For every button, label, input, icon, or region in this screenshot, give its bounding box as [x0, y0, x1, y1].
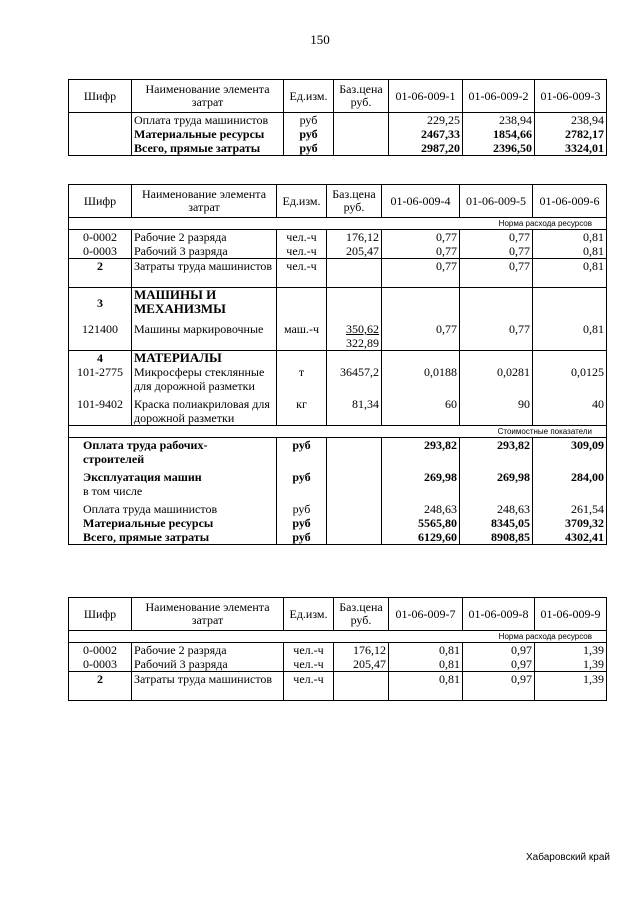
table-row: [69, 516, 607, 530]
table-row: [69, 230, 607, 245]
row-name: Оплата труда рабочих-строителей: [69, 438, 277, 467]
row-unit: руб: [277, 438, 327, 467]
row-code: 101-2775: [69, 365, 132, 393]
cell-value: 0,77: [382, 244, 460, 259]
row-name: Всего, прямые затраты: [132, 141, 284, 156]
section-band: [69, 426, 607, 438]
row-name: Эксплуатация машин: [69, 466, 277, 484]
cell-value: 90: [460, 393, 533, 426]
row-unit: чел.-ч: [277, 259, 327, 288]
row-price: 81,34: [327, 393, 382, 426]
cell-value: 3709,32: [533, 516, 607, 530]
cell-value: 0,0281: [460, 365, 533, 393]
row-name: Рабочий 3 разряда: [132, 244, 277, 259]
row-code: 2: [69, 259, 132, 288]
table-row: [69, 466, 607, 484]
cost-table-2: [68, 184, 607, 545]
cell-value: 60: [382, 393, 460, 426]
cell-value: 1,39: [535, 657, 607, 672]
cell-value: 0,77: [460, 259, 533, 288]
cell-value: 0,0188: [382, 365, 460, 393]
row-unit: руб: [277, 516, 327, 530]
header-col: 01-06-009-8: [463, 598, 535, 631]
row-unit: руб: [284, 113, 334, 128]
row-name: Рабочий 3 разряда: [132, 657, 284, 672]
cell-value: 0,77: [382, 318, 460, 351]
header-price: Баз.цена руб.: [327, 185, 382, 218]
section-band: [69, 218, 607, 230]
row-name: Затраты труда машинистов: [132, 259, 277, 288]
cell-value: 0,77: [382, 230, 460, 245]
cell-value: 261,54: [533, 498, 607, 516]
table-row: [69, 351, 607, 366]
cell-value: 0,77: [460, 230, 533, 245]
row-code: 0-0002: [69, 643, 132, 658]
row-unit: чел.-ч: [284, 672, 334, 701]
cell-value: 2782,17: [535, 127, 607, 141]
row-name: Оплата труда машинистов: [132, 113, 284, 128]
header-unit: Ед.изм.: [284, 598, 334, 631]
cell-value: 1,39: [535, 672, 607, 701]
cell-value: 0,81: [533, 244, 607, 259]
cell-value: 4302,41: [533, 530, 607, 545]
cell-value: 8345,05: [460, 516, 533, 530]
header-col: 01-06-009-1: [389, 80, 463, 113]
cell-value: 284,00: [533, 466, 607, 484]
table-row: [69, 141, 607, 156]
table-row: [69, 484, 607, 498]
table-row: [69, 365, 607, 393]
cell-value: 0,81: [533, 318, 607, 351]
cell-value: 1,39: [535, 643, 607, 658]
row-name: МАШИНЫ И МЕХАНИЗМЫ: [132, 288, 277, 319]
header-unit: Ед.изм.: [284, 80, 334, 113]
cell-value: 0,77: [460, 318, 533, 351]
cell-value: 3324,01: [535, 141, 607, 156]
header-name: Наименование элемента затрат: [132, 598, 284, 631]
cell-value: 0,81: [389, 672, 463, 701]
cell-value: 0,81: [533, 230, 607, 245]
row-code: 0-0003: [69, 244, 132, 259]
cell-value: 248,63: [382, 498, 460, 516]
row-name: Материальные ресурсы: [132, 127, 284, 141]
row-name: Краска полиакриловая для дорожной разметки: [132, 393, 277, 426]
row-code: 2: [69, 672, 132, 701]
row-code: 121400: [69, 318, 132, 351]
header-col: 01-06-009-2: [463, 80, 535, 113]
row-unit: руб: [277, 530, 327, 545]
table-row: [69, 393, 607, 426]
table-row: [69, 530, 607, 545]
table-row: [69, 672, 607, 701]
row-name: Оплата труда машинистов: [69, 498, 277, 516]
cell-value: 309,09: [533, 438, 607, 467]
table-row: [69, 643, 607, 658]
header-col: 01-06-009-5: [460, 185, 533, 218]
cell-value: 238,94: [535, 113, 607, 128]
band-label: Стоимостные показатели: [460, 426, 607, 438]
table-row: [69, 127, 607, 141]
cost-table-1: [68, 79, 607, 156]
header-col: 01-06-009-9: [535, 598, 607, 631]
row-price: 36457,2: [327, 365, 382, 393]
row-code: 0-0002: [69, 230, 132, 245]
section-band: [69, 631, 607, 643]
cell-value: 269,98: [460, 466, 533, 484]
row-name: МАТЕРИАЛЫ: [132, 351, 277, 366]
table-header: [69, 598, 607, 631]
row-unit: чел.-ч: [284, 657, 334, 672]
row-price: 176,12: [334, 643, 389, 658]
cell-value: 0,97: [463, 657, 535, 672]
row-code: 4: [69, 351, 132, 366]
header-code: Шифр: [69, 598, 132, 631]
row-code: 3: [69, 288, 132, 319]
row-name: Микросферы стеклянные для дорожной разметки: [132, 365, 277, 393]
price-new: 322,89: [346, 336, 379, 350]
row-name: Рабочие 2 разряда: [132, 643, 284, 658]
header-name: Наименование элемента затрат: [132, 185, 277, 218]
band-label: Норма расхода ресурсов: [463, 631, 607, 643]
table-row: [69, 259, 607, 288]
row-name: Затраты труда машинистов: [132, 672, 284, 701]
table-header: [69, 80, 607, 113]
cell-value: 2396,50: [463, 141, 535, 156]
cell-value: 0,97: [463, 672, 535, 701]
row-unit: чел.-ч: [284, 643, 334, 658]
cell-value: 8908,85: [460, 530, 533, 545]
header-name: Наименование элемента затрат: [132, 80, 284, 113]
row-name: Рабочие 2 разряда: [132, 230, 277, 245]
footer-region: Хабаровский край: [525, 852, 610, 863]
table-row: [69, 244, 607, 259]
cell-value: 0,77: [382, 259, 460, 288]
cell-value: 248,63: [460, 498, 533, 516]
cell-value: 238,94: [463, 113, 535, 128]
header-code: Шифр: [69, 185, 132, 218]
cell-value: 6129,60: [382, 530, 460, 545]
table-row: [69, 113, 607, 128]
header-code: Шифр: [69, 80, 132, 113]
cell-value: 0,97: [463, 643, 535, 658]
row-code: 101-9402: [69, 393, 132, 426]
row-unit: руб: [277, 498, 327, 516]
row-unit: руб: [277, 466, 327, 484]
cell-value: 0,81: [533, 259, 607, 288]
header-price: Баз.цена руб.: [334, 80, 389, 113]
row-code: 0-0003: [69, 657, 132, 672]
cost-table-3: [68, 597, 607, 701]
price-old: 350,62: [346, 322, 379, 336]
header-unit: Ед.изм.: [277, 185, 327, 218]
page-number: 150: [310, 32, 330, 47]
cell-value: 0,81: [389, 643, 463, 658]
row-unit: кг: [277, 393, 327, 426]
row-price: 205,47: [334, 657, 389, 672]
table-row: [69, 438, 607, 467]
cell-value: 2467,33: [389, 127, 463, 141]
table-row: [69, 498, 607, 516]
table-header: [69, 185, 607, 218]
cell-value: 5565,80: [382, 516, 460, 530]
cell-value: 1854,66: [463, 127, 535, 141]
cell-value: 269,98: [382, 466, 460, 484]
table-row: [69, 288, 607, 319]
header-price: Баз.цена руб.: [334, 598, 389, 631]
cell-value: 0,0125: [533, 365, 607, 393]
header-col: 01-06-009-6: [533, 185, 607, 218]
table-row: [69, 318, 607, 351]
header-col: 01-06-009-4: [382, 185, 460, 218]
header-col: 01-06-009-3: [535, 80, 607, 113]
row-name: Материальные ресурсы: [69, 516, 277, 530]
row-price: 205,47: [327, 244, 382, 259]
cell-value: 293,82: [382, 438, 460, 467]
row-price: [327, 318, 382, 351]
row-unit: чел.-ч: [277, 244, 327, 259]
row-unit: чел.-ч: [277, 230, 327, 245]
row-unit: т: [277, 365, 327, 393]
row-unit: маш.-ч: [277, 318, 327, 351]
row-price: 176,12: [327, 230, 382, 245]
cell-value: 293,82: [460, 438, 533, 467]
row-name: Всего, прямые затраты: [69, 530, 277, 545]
cell-value: 0,77: [460, 244, 533, 259]
row-name: в том числе: [69, 484, 277, 498]
row-unit: руб: [284, 141, 334, 156]
row-name: Машины маркировочные: [132, 318, 277, 351]
band-label: Норма расхода ресурсов: [460, 218, 607, 230]
header-col: 01-06-009-7: [389, 598, 463, 631]
row-unit: руб: [284, 127, 334, 141]
cell-value: 2987,20: [389, 141, 463, 156]
cell-value: 40: [533, 393, 607, 426]
table-row: [69, 657, 607, 672]
cell-value: 229,25: [389, 113, 463, 128]
cell-value: 0,81: [389, 657, 463, 672]
